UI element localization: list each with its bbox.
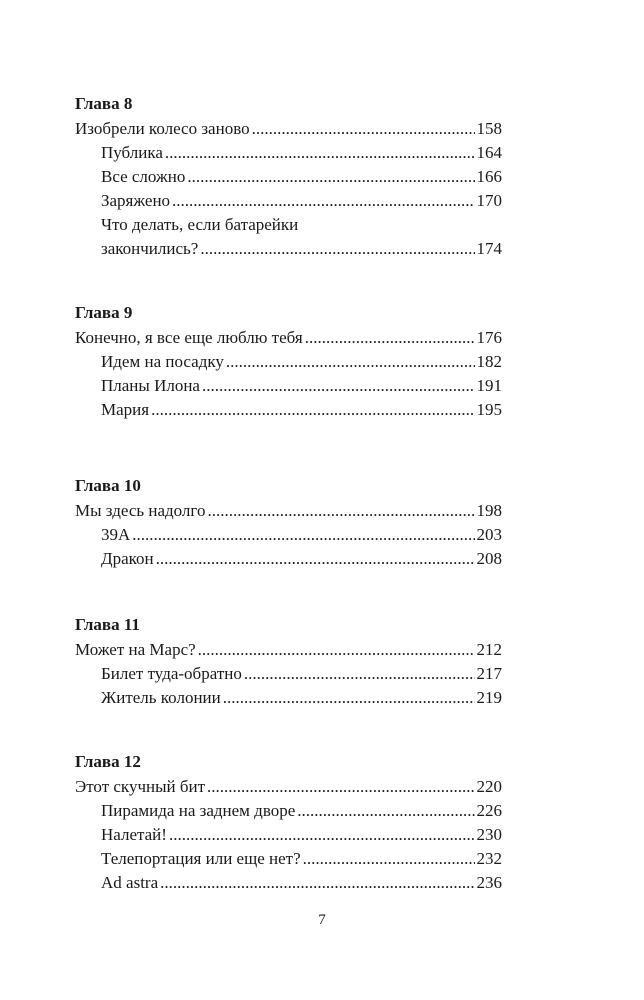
chapter-9 [75,301,502,422]
toc-subentry[interactable] [75,189,502,213]
toc-subentry-wrapped[interactable] [75,213,502,261]
entry-page: 191 [476,376,502,395]
page-number: 7 [318,912,326,928]
dot-leader [226,350,475,374]
toc-subentry[interactable] [75,662,502,686]
toc-subentry[interactable] [75,871,502,895]
dot-leader [200,237,474,261]
toc-entry[interactable] [75,326,502,350]
entry-page: 198 [476,501,502,520]
entry-page: 208 [476,549,502,568]
toc-entry[interactable] [75,775,502,799]
entry-page: 219 [476,688,502,707]
toc-subentry[interactable] [75,350,502,374]
chapter-title: Глава 8 [75,94,133,113]
entry-page: 220 [476,777,502,796]
entry-page: 182 [476,352,502,371]
entry-title-line-1: Что делать, если батарейки [101,215,299,234]
dot-leader [207,775,474,799]
entry-title: Может на Марс? [75,640,196,659]
dot-leader [132,523,474,547]
dot-leader [207,499,474,523]
toc-subentry[interactable] [75,799,502,823]
chapter-title: Глава 10 [75,476,141,495]
entry-page: 174 [476,239,502,258]
entry-title: Публика [101,143,163,162]
chapter-8 [75,92,502,261]
dot-leader [305,326,475,350]
entry-page: 170 [476,191,502,210]
toc-subentry[interactable] [75,823,502,847]
entry-title: Билет туда-обратно [101,664,242,683]
dot-leader [187,165,474,189]
chapter-10 [75,474,502,571]
entry-title: Житель колонии [101,688,221,707]
dot-leader [297,799,474,823]
toc-entry[interactable] [75,117,502,141]
entry-page: 166 [476,167,502,186]
chapter-12 [75,750,502,895]
entry-title: Ad astra [101,873,159,892]
entry-title: Пирамида на заднем дворе [101,801,296,820]
entry-page: 212 [476,640,502,659]
dot-leader [169,823,475,847]
entry-page: 230 [476,825,502,844]
entry-title: Телепортация или еще нет? [101,849,301,868]
entry-title: 39A [101,525,131,544]
entry-title: Планы Илона [101,376,200,395]
toc-subentry[interactable] [75,686,502,710]
toc-subentry[interactable] [75,523,502,547]
chapter-11 [75,613,502,710]
dot-leader [223,686,475,710]
table-of-contents [75,92,502,935]
entry-title: Идем на посадку [101,352,224,371]
dot-leader [151,398,474,422]
dot-leader [252,117,475,141]
entry-title: Дракон [101,549,154,568]
chapter-title: Глава 11 [75,615,140,634]
toc-subentry[interactable] [75,374,502,398]
entry-title: Этот скучный бит [75,777,206,796]
dot-leader [160,871,474,895]
toc-subentry[interactable] [75,141,502,165]
entry-title: Заряжено [101,191,171,210]
entry-page: 164 [476,143,502,162]
toc-entry[interactable] [75,499,502,523]
dot-leader [202,374,475,398]
entry-page: 195 [476,400,502,419]
dot-leader [172,189,474,213]
entry-title: Изобрели колесо заново [75,119,250,138]
entry-page: 158 [476,119,502,138]
dot-leader [198,638,475,662]
dot-leader [244,662,475,686]
toc-subentry[interactable] [75,165,502,189]
toc-subentry[interactable] [75,547,502,571]
entry-title: Мы здесь надолго [75,501,206,520]
chapter-title: Глава 12 [75,752,141,771]
toc-subentry[interactable] [75,398,502,422]
dot-leader [165,141,475,165]
entry-title: Конечно, я все еще люблю тебя [75,328,303,347]
chapter-title: Глава 9 [75,303,133,322]
entry-page: 226 [476,801,502,820]
toc-subentry[interactable] [75,847,502,871]
toc-entry[interactable] [75,638,502,662]
entry-page: 203 [476,525,502,544]
entry-title: Все сложно [101,167,186,186]
entry-page: 236 [476,873,502,892]
entry-page: 176 [476,328,502,347]
dot-leader [303,847,475,871]
entry-page: 217 [476,664,502,683]
dot-leader [156,547,475,571]
entry-title-line-2: закончились? [101,239,199,258]
entry-page: 232 [476,849,502,868]
entry-title: Мария [101,400,150,419]
entry-title: Налетай! [101,825,167,844]
